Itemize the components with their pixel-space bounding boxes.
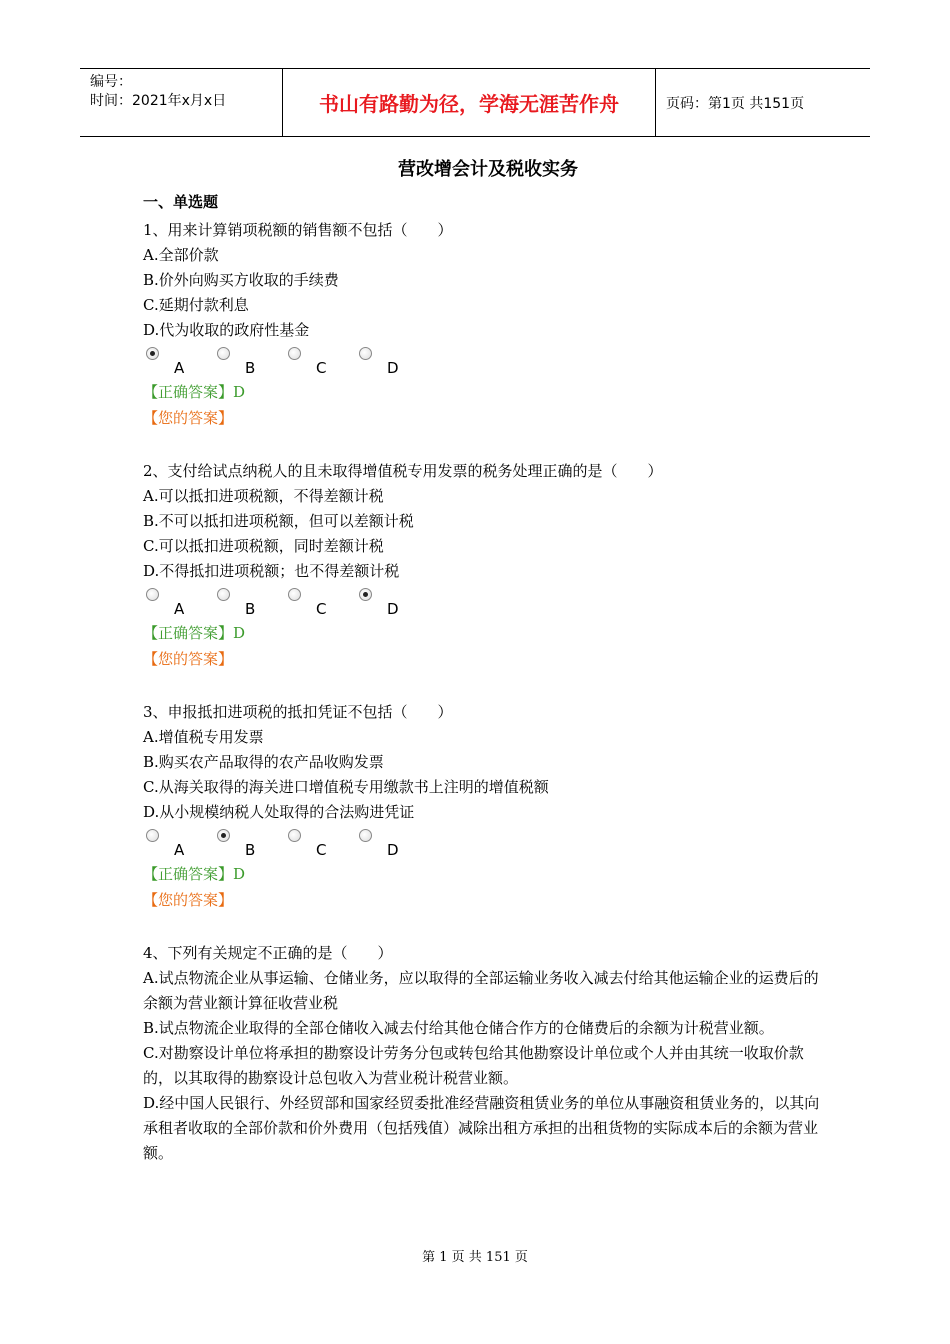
choice-b: B.购买农产品取得的农产品收购发票 xyxy=(143,753,384,771)
choice-c: C.从海关取得的海关进口增值税专用缴款书上注明的增值税额 xyxy=(143,778,549,796)
header-page-info: 页码：第1页 共151页 xyxy=(666,95,805,112)
choice-b: B.价外向购买方收取的手续费 xyxy=(143,271,339,289)
section-heading: 一、单选题 xyxy=(143,193,219,211)
radio-b[interactable] xyxy=(217,347,230,360)
correct-answer xyxy=(143,861,823,887)
radio-d[interactable] xyxy=(359,829,372,842)
question-text: 4、下列有关规定不正确的是（ ） xyxy=(143,944,393,962)
option-d[interactable] xyxy=(356,829,427,861)
header-motto: 书山有路勤为径，学海无涯苦作舟 xyxy=(282,69,656,136)
radio-b[interactable] xyxy=(217,829,230,842)
your-answer: 【您的答案】 xyxy=(143,650,234,668)
choice-d: D.不得抵扣进项税额；也不得差额计税 xyxy=(143,562,400,580)
option-b-label: B xyxy=(245,359,256,377)
question-4 xyxy=(143,941,823,1166)
option-a-label: A xyxy=(174,841,185,859)
your-answer: 【您的答案】 xyxy=(143,409,234,427)
option-c[interactable] xyxy=(285,588,356,620)
radio-c[interactable] xyxy=(288,347,301,360)
choice-d: D.代为收取的政府性基金 xyxy=(143,321,310,339)
correct-answer-label: 【正确答案】 xyxy=(143,383,234,401)
question-text: 2、支付给试点纳税人的且未取得增值税专用发票的税务处理正确的是（ ） xyxy=(143,462,663,480)
option-d[interactable] xyxy=(356,588,427,620)
option-c-label: C xyxy=(316,359,327,377)
correct-answer-value: D xyxy=(233,865,246,883)
question-text: 3、申报抵扣进项税的抵扣凭证不包括（ ） xyxy=(143,703,453,721)
radio-a[interactable] xyxy=(146,588,159,601)
radio-d[interactable] xyxy=(359,588,372,601)
option-c[interactable] xyxy=(285,347,356,379)
document-body xyxy=(143,155,823,1194)
choice-a: A.试点物流企业从事运输、仓储业务，应以取得的全部运输业务收入减去付给其他运输企业的运费后的余额为营业额计算征收营业税 xyxy=(143,969,819,1012)
choice-d: D.经中国人民银行、外经贸部和国家经贸委批准经营融资租赁业务的单位从事融资租赁业务的，以其向承租者收取的全部价款和价外费用（包括残值）减除出租方承担的出租货物的实际成本后的余额为营业额。 xyxy=(143,1094,820,1162)
time-label: 时间：2021年x月x日 xyxy=(90,93,227,109)
answer-options xyxy=(143,588,823,620)
page-footer: 第 1 页 共 151 页 xyxy=(422,1250,528,1265)
correct-answer xyxy=(143,379,823,405)
radio-a[interactable] xyxy=(146,347,159,360)
option-a[interactable] xyxy=(143,347,214,379)
correct-answer xyxy=(143,620,823,646)
option-d-label: D xyxy=(387,359,399,377)
correct-answer-label: 【正确答案】 xyxy=(143,865,234,883)
option-b[interactable] xyxy=(214,347,285,379)
answer-options xyxy=(143,347,823,379)
answer-options xyxy=(143,829,823,861)
your-answer: 【您的答案】 xyxy=(143,891,234,909)
choice-a: A.全部价款 xyxy=(143,246,219,264)
question-2 xyxy=(143,459,823,672)
choice-c: C.可以抵扣进项税额，同时差额计税 xyxy=(143,537,384,555)
choice-a: A.增值税专用发票 xyxy=(143,728,264,746)
option-b-label: B xyxy=(245,600,256,618)
option-b[interactable] xyxy=(214,588,285,620)
document-title: 营改增会计及税收实务 xyxy=(398,159,578,180)
radio-c[interactable] xyxy=(288,829,301,842)
option-b[interactable] xyxy=(214,829,285,861)
radio-d[interactable] xyxy=(359,347,372,360)
option-a[interactable] xyxy=(143,829,214,861)
choice-b: B.试点物流企业取得的全部仓储收入减去付给其他仓储合作方的仓储费后的余额为计税营业额。 xyxy=(143,1019,774,1037)
choice-d: D.从小规模纳税人处取得的合法购进凭证 xyxy=(143,803,415,821)
header-meta xyxy=(80,69,282,136)
choice-b: B.不可以抵扣进项税额，但可以差额计税 xyxy=(143,512,414,530)
radio-a[interactable] xyxy=(146,829,159,842)
correct-answer-value: D xyxy=(233,383,246,401)
question-1 xyxy=(143,218,823,431)
question-text: 1、用来计算销项税额的销售额不包括（ ） xyxy=(143,221,453,239)
option-a-label: A xyxy=(174,600,185,618)
option-a[interactable] xyxy=(143,588,214,620)
radio-b[interactable] xyxy=(217,588,230,601)
choice-c: C.延期付款利息 xyxy=(143,296,249,314)
option-d[interactable] xyxy=(356,347,427,379)
option-b-label: B xyxy=(245,841,256,859)
correct-answer-value: D xyxy=(233,624,246,642)
option-c-label: C xyxy=(316,841,327,859)
option-c-label: C xyxy=(316,600,327,618)
page-header xyxy=(80,68,870,137)
number-label: 编号： xyxy=(90,74,132,90)
choice-c: C.对勘察设计单位将承担的勘察设计劳务分包或转包给其他勘察设计单位或个人并由其统一收取价款的，以其取得的勘察设计总包收入为营业税计税营业额。 xyxy=(143,1044,804,1087)
option-d-label: D xyxy=(387,600,399,618)
choice-a: A.可以抵扣进项税额，不得差额计税 xyxy=(143,487,384,505)
question-3 xyxy=(143,700,823,913)
correct-answer-label: 【正确答案】 xyxy=(143,624,234,642)
option-a-label: A xyxy=(174,359,185,377)
radio-c[interactable] xyxy=(288,588,301,601)
option-c[interactable] xyxy=(285,829,356,861)
option-d-label: D xyxy=(387,841,399,859)
